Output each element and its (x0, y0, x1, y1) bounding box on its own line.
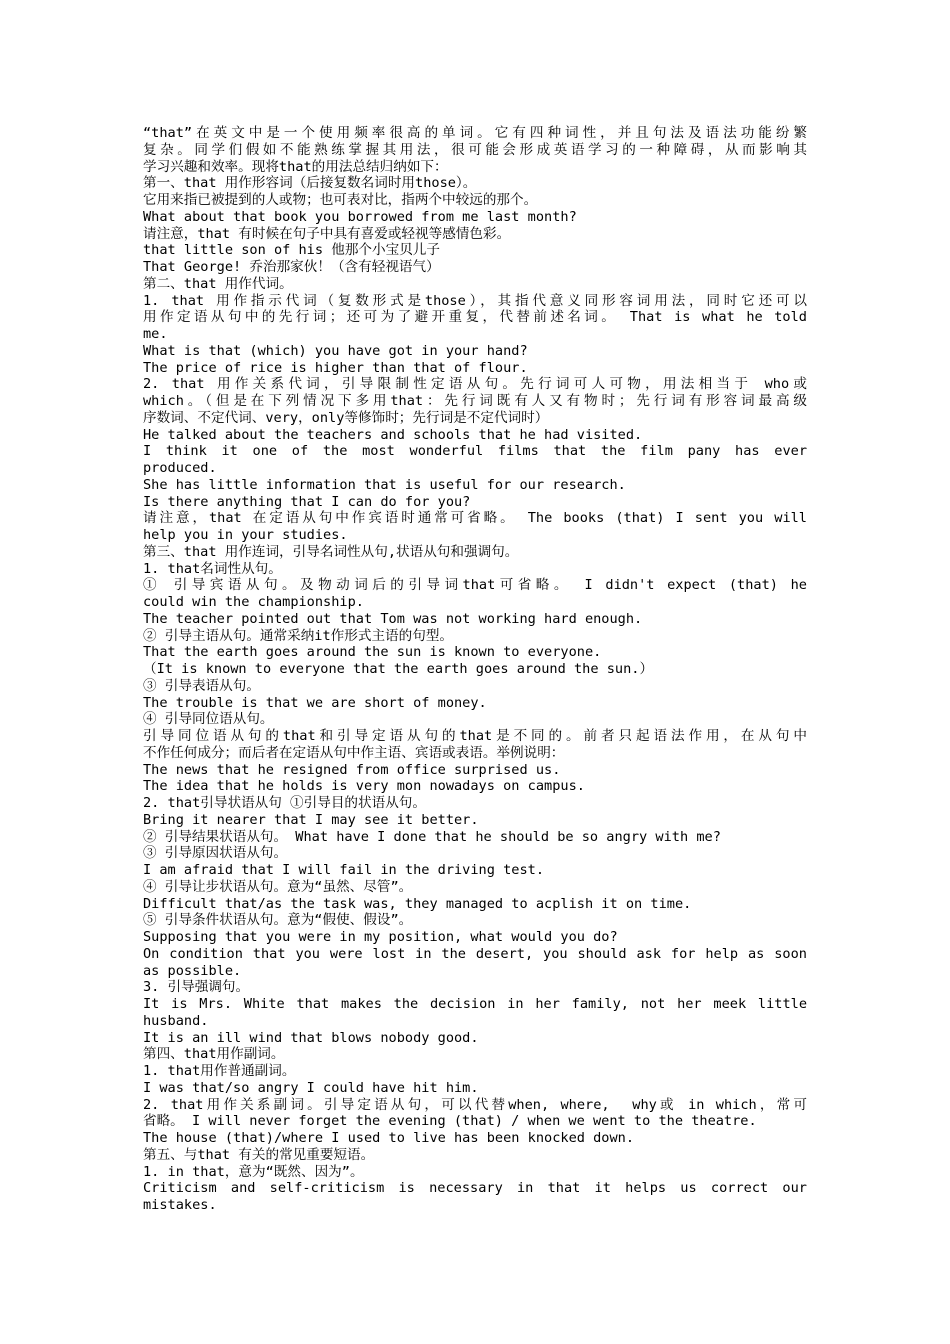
example-sentence: That the earth goes around the sun is known to everyone. (143, 644, 602, 661)
example-sentence: （It is known to everyone that the earth goes around the sun.） (143, 661, 654, 677)
paragraph-line: 2. that 用作关系代词，引导限制性定语从句。先行词可人可物，用法相当于 who或 (143, 376, 807, 393)
example-sentence: husband. (143, 1012, 209, 1029)
paragraph-line: ⑤ 引导条件状语从句。意为“假使、假设”。 (143, 912, 413, 929)
paragraph-line: 请注意，that 在定语从句中作宾语时通常可省略。 The books (that) I sent you will (143, 510, 807, 527)
paragraph-line: 序数词、不定代词、very，only等修饰时；先行词是不定代词时） (143, 409, 549, 426)
example-sentence: as possible. (143, 962, 242, 979)
paragraph-line: ④ 引导同位语从句。 (143, 711, 274, 728)
paragraph-line: ① 引导宾语从句。及物动词后的引导词that可省略。 I didn't expect (that) he (143, 577, 807, 594)
example-sentence: Supposing that you were in my position, what would you do? (143, 929, 618, 945)
example-sentence: What is that (which) you have got in your hand? (143, 342, 528, 359)
example-sentence: What about that book you borrowed from me last month? (143, 208, 577, 225)
example-sentence: The news that he resigned from office surprised us. (143, 761, 561, 778)
section-heading: 第三、that 用作连词，引导名词性从句,状语从句和强调句。 (143, 543, 519, 560)
example-sentence: He talked about the teachers and schools that he had visited. (143, 426, 643, 443)
document-body (143, 125, 807, 1214)
paragraph-line: ③ 引导原因状语从句。 (143, 845, 288, 862)
example-sentence: The house (that)/where I used to live has been knocked down. (143, 1130, 635, 1146)
paragraph-line: ② 引导主语从句。通常采纳it作形式主语的句型。 (143, 627, 454, 644)
example-sentence: produced. (143, 460, 217, 476)
subsection-heading: 1. that用作普通副词。 (143, 1063, 296, 1079)
example-sentence: The trouble is that we are short of money. (143, 694, 487, 711)
paragraph-line: 学习兴趣和效率。现将that的用法总结归纳如下： (143, 158, 448, 175)
subsection-heading: 1. that名词性从句。 (143, 560, 282, 577)
section-heading: 第五、与that 有关的常见重要短语。 (143, 1146, 375, 1163)
example-sentence: Is there anything that I can do for you? (143, 493, 471, 510)
section-heading: 第四、that用作副词。 (143, 1046, 285, 1063)
example-sentence: Bring it nearer that I may see it better. (143, 811, 479, 828)
subsection-heading: 2. that引导状语从句 ①引导目的状语从句。 (143, 795, 426, 811)
paragraph-line: could win the championship. (143, 594, 364, 610)
paragraph-line: me. (143, 326, 168, 342)
example-sentence: On condition that you were lost in the desert, you should ask for help as soon (143, 945, 807, 962)
example-sentence: The teacher pointed out that Tom was not working hard enough. (143, 610, 643, 627)
section-heading: 第一、that 用作形容词（后接复数名词时用those）。 (143, 175, 477, 192)
example-sentence: It is Mrs. White that makes the decision in her family, not her meek little (143, 996, 807, 1012)
example-sentence: That George! 乔治那家伙！（含有轻视语气） (143, 259, 440, 275)
example-sentence: mistakes. (143, 1197, 217, 1213)
paragraph-line: 1. that 用作指示代词（复数形式是those），其指代意义同形容词用法，同时它还可以 (143, 292, 807, 309)
paragraph-line: 不作任何成分；而后者在定语从句中作主语、宾语或表语。举例说明： (143, 744, 565, 761)
paragraph-line: which。（但是在下列情况下多用that：先行词既有人又有物时；先行词有形容词最高级 (143, 393, 807, 409)
paragraph-line: ② 引导结果状语从句。 What have I done that he should be so angry with me? (143, 828, 721, 845)
example-sentence: that little son of his 他那个小宝贝儿子 (143, 242, 440, 259)
paragraph-line: 引导同位语从句的that和引导定语从句的that是不同的。前者只起语法作用，在从句中 (143, 728, 807, 744)
example-sentence: The price of rice is higher than that of flour. (143, 359, 528, 376)
example-sentence: I think it one of the most wonderful films that the film pany has ever (143, 443, 807, 460)
paragraph-line: 它用来指已被提到的人或物；也可表对比，指两个中较远的那个。 (143, 192, 538, 208)
example-sentence: It is an ill wind that blows nobody good. (143, 1029, 479, 1046)
paragraph-line: help you in your studies. (143, 527, 348, 543)
paragraph-line: 请注意，that 有时候在句子中具有喜爱或轻视等感情色彩。 (143, 225, 511, 242)
example-sentence: Difficult that/as the task was, they managed to acplish it on time. (143, 895, 692, 912)
subsection-heading: 3. 引导强调句。 (143, 979, 250, 996)
paragraph-line: 用作定语从句中的先行词；还可为了避开重复，代替前述名词。 That is what he told (143, 309, 807, 326)
paragraph-line: ④ 引导让步状语从句。意为“虽然、尽管”。 (143, 878, 413, 895)
paragraph-line: 2. that用作关系副词。引导定语从句，可以代替when, where, why或 in which，常可 (143, 1096, 807, 1113)
subsection-heading: 1. in that，意为“既然、因为”。 (143, 1163, 364, 1180)
paragraph-line: ③ 引导表语从句。 (143, 677, 260, 694)
paragraph-line: 省略。 I will never forget the evening (that) / when we went to the theatre. (143, 1113, 757, 1130)
section-heading: 第二、that 用作代词。 (143, 275, 293, 292)
example-sentence: Criticism and self-criticism is necessary in that it helps us correct our (143, 1180, 807, 1197)
paragraph-line: “that”在英文中是一个使用频率很高的单词。它有四种词性，并且句法及语法功能纷繁 (143, 125, 807, 141)
example-sentence: I am afraid that I will fail in the driving test. (143, 862, 545, 878)
example-sentence: She has little information that is useful for our research. (143, 476, 626, 493)
example-sentence: The idea that he holds is very mon nowadays on campus. (143, 778, 585, 795)
example-sentence: I was that/so angry I could have hit him. (143, 1079, 479, 1096)
paragraph-line: 复杂。同学们假如不能熟练掌握其用法，很可能会形成英语学习的一种障碍，从而影响其 (143, 141, 807, 158)
